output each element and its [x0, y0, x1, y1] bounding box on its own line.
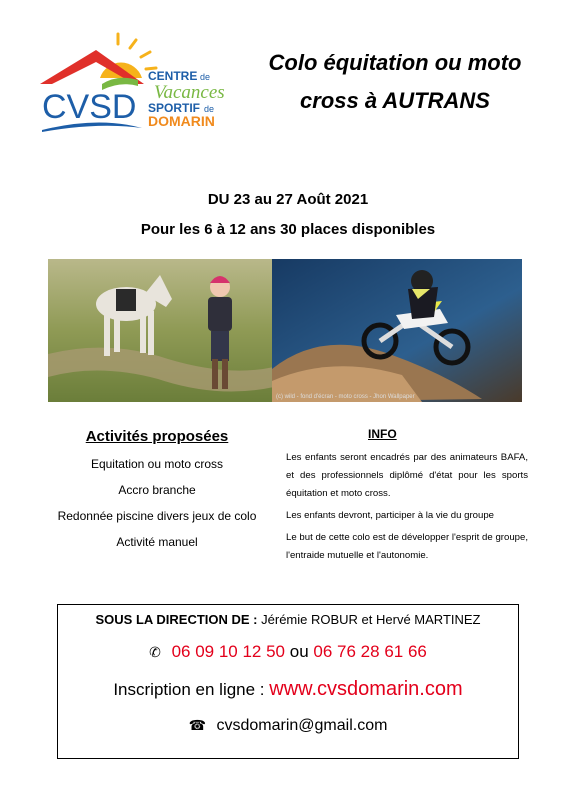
- info-text: [286, 449, 528, 569]
- logo-graphic: [38, 32, 238, 132]
- inscription-label: Inscription en ligne :: [113, 680, 265, 699]
- logo-line2: Vacances: [154, 82, 225, 103]
- logo-line1-small: de: [200, 72, 211, 82]
- direction-label: SOUS LA DIRECTION DE :: [95, 612, 258, 627]
- phone-line: [58, 642, 518, 662]
- photo-child-horse: [48, 259, 274, 402]
- horse-image: [48, 259, 274, 402]
- phone-icon: ✆: [149, 645, 161, 661]
- motocross-image: [272, 259, 522, 402]
- activity-item: Accro branche: [118, 483, 196, 497]
- fax-icon: ☎: [188, 718, 207, 734]
- direction-line: [58, 612, 518, 627]
- phone-number-2[interactable]: 06 76 28 61 66: [313, 642, 427, 661]
- info-paragraph: Les enfants devront, participer à la vie du groupe: [286, 510, 494, 521]
- phone-or: ou: [289, 642, 309, 661]
- info-paragraph: Le but de cette colo est de développer l'esprit de groupe, l'entraide mutuelle et l'autonomie.: [286, 532, 528, 561]
- logo-line1: CENTRE: [148, 69, 198, 83]
- logo-line3-small: de: [204, 104, 215, 114]
- inscription-line: [58, 678, 518, 701]
- cvsd-logo: [38, 32, 238, 132]
- dates-heading: DU 23 au 27 Août 2021: [207, 191, 369, 208]
- info-paragraph: Les enfants seront encadrés par des animateurs BAFA, et des professionnels diplômé d'état pour les sports équitation et moto cross.: [286, 452, 528, 499]
- title-line1: Colo équitation ou moto: [268, 50, 522, 75]
- poster-title: [240, 44, 550, 120]
- activity-item: Activité manuel: [116, 535, 198, 549]
- contact-box: [57, 604, 519, 759]
- activities-list: [48, 456, 266, 560]
- email-line: [58, 717, 518, 735]
- title-line2: cross à AUTRANS: [300, 88, 490, 113]
- activity-item: Equitation ou moto cross: [90, 457, 224, 471]
- activity-item: Redonnée piscine divers jeux de colo: [57, 509, 257, 523]
- direction-names: Jérémie ROBUR et Hervé MARTINEZ: [261, 612, 481, 627]
- photo-credit: (c) wild - fond d'écran - moto cross - Jhon Wallpaper: [276, 394, 415, 400]
- logo-line3: SPORTIF: [148, 101, 201, 115]
- info-title: INFO: [368, 427, 397, 441]
- logo-line4: DOMARIN: [148, 113, 215, 129]
- website-link[interactable]: www.cvsdomarin.com: [269, 678, 463, 700]
- activities-title: Activités proposées: [85, 428, 229, 445]
- phone-number-1[interactable]: 06 09 10 12 50: [171, 642, 286, 661]
- places-heading: Pour les 6 à 12 ans 30 places disponibles: [140, 221, 436, 238]
- email-address[interactable]: cvsdomarin@gmail.com: [216, 717, 388, 734]
- logo-initials: CVSD: [42, 88, 137, 126]
- photo-motocross: [272, 259, 522, 402]
